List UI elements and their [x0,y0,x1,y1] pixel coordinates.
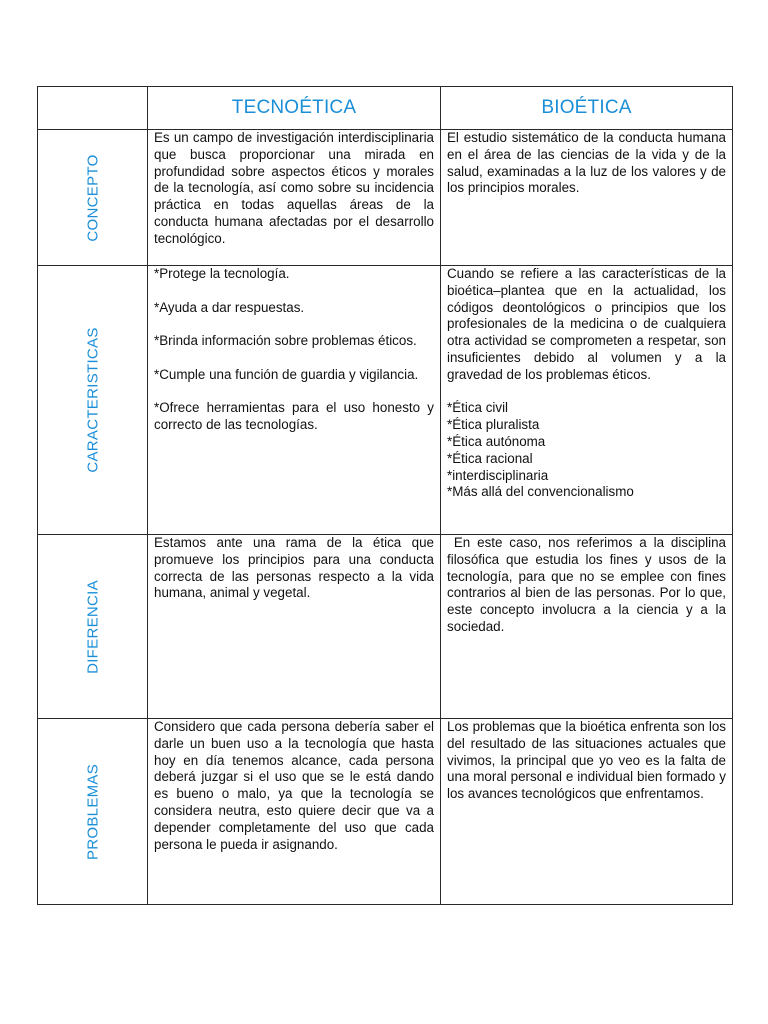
diferencia-bioetica-cell [441,535,733,719]
concepto-tecnoetica-cell [148,130,441,266]
row-caracteristicas [38,266,733,535]
list-item: *Cumple una función de guardia y vigilancia. [154,366,419,382]
list-item: *Ofrece herramientas para el uso honesto y correcto de las tecnologías. [154,400,434,433]
diferencia-bioetica-text: En este caso, nos referimos a la disciplina filosófica que estudia los fines y usos de la tecnología, para que no se emplee con fines contrarios al bien de las personas. Por lo que, este concepto involucra a la ciencia y a la sociedad. [447,535,730,634]
list-item: *Más allá del convencionalismo [447,484,634,500]
row-label-cell [38,130,148,266]
diferencia-tecnoetica-cell [148,535,441,719]
list-item: *Ética pluralista [447,417,540,433]
header-row [38,87,733,130]
concepto-tecnoetica-text: Es un campo de investigación interdisciplinaria que busca proporcionar una mirada en profundidad sobre aspectos éticos y morales de la tecnología, así como sobre su incidencia práctica en todas aquellas áreas de la conducta humana afectadas por el desarrollo tecnológico. [154,130,434,246]
list-item: *Ética racional [447,450,533,466]
row-problemas [38,719,733,905]
comparison-table [37,86,733,905]
row-label-diferencia: DIFERENCIA [84,579,101,674]
row-label-cell [38,719,148,905]
row-label-concepto: CONCEPTO [84,153,101,242]
caracteristicas-tecnoetica-cell [148,266,441,535]
list-item: *Ayuda a dar respuestas. [154,299,305,315]
concepto-bioetica-cell [441,130,733,266]
problemas-bioetica-text: Los problemas que la bioética enfrenta son los del resultado de las situaciones actuales que vivimos, la principal que yo veo es la falta de una moral personal e individual bien formado y los avances tecnológicos que enfrentamos. [447,719,726,802]
list-item: *Protege la tecnología. [154,266,290,281]
row-label-caracteristicas: CARACTERISTICAS [84,327,101,473]
header-bioetica: BIOÉTICA [441,87,733,130]
row-label-cell [38,266,148,535]
problemas-tecnoetica-text: Considero que cada persona debería saber el darle un buen uso a la tecnología que hasta hoy en día tenemos alcance, cada persona deberá juzgar si el uso que se le está dando es bueno o malo, ya que la tecnología se considera neutra, esto quiere decir que va a depender completamente del uso que cada persona le pueda ir asignando. [154,719,434,852]
list-item: *Brinda información sobre problemas éticos. [154,333,417,349]
diferencia-tecnoetica-text: Estamos ante una rama de la ética que promueve los principios para una conducta correcta de las personas respecto a la vida humana, animal y vegetal. [154,535,434,601]
caracteristicas-bioetica-intro: Cuando se refiere a las características de la bioética–plantea que en la actualidad, los códigos deontológicos o principios que los profesionales de la medicina o de cualquiera otra actividad se comprometen a respetar, son insuficientes debido al volumen y a la gravedad de los problemas éticos. [447,266,726,382]
corner-cell [38,87,148,130]
caracteristicas-bioetica-cell [441,266,733,535]
list-item: *Ética autónoma [447,433,546,449]
concepto-bioetica-text: El estudio sistemático de la conducta humana en el área de las ciencias de la vida y de la salud, examinadas a la luz de los valores y de los principios morales. [447,130,726,196]
row-label-cell [38,535,148,719]
problemas-bioetica-cell [441,719,733,905]
list-item: *Ética civil [447,400,509,416]
list-item: *interdisciplinaria [447,467,549,483]
row-diferencia [38,535,733,719]
row-label-problemas: PROBLEMAS [84,763,101,860]
row-concepto [38,130,733,266]
header-tecnoetica: TECNOÉTICA [148,87,441,130]
problemas-tecnoetica-cell [148,719,441,905]
